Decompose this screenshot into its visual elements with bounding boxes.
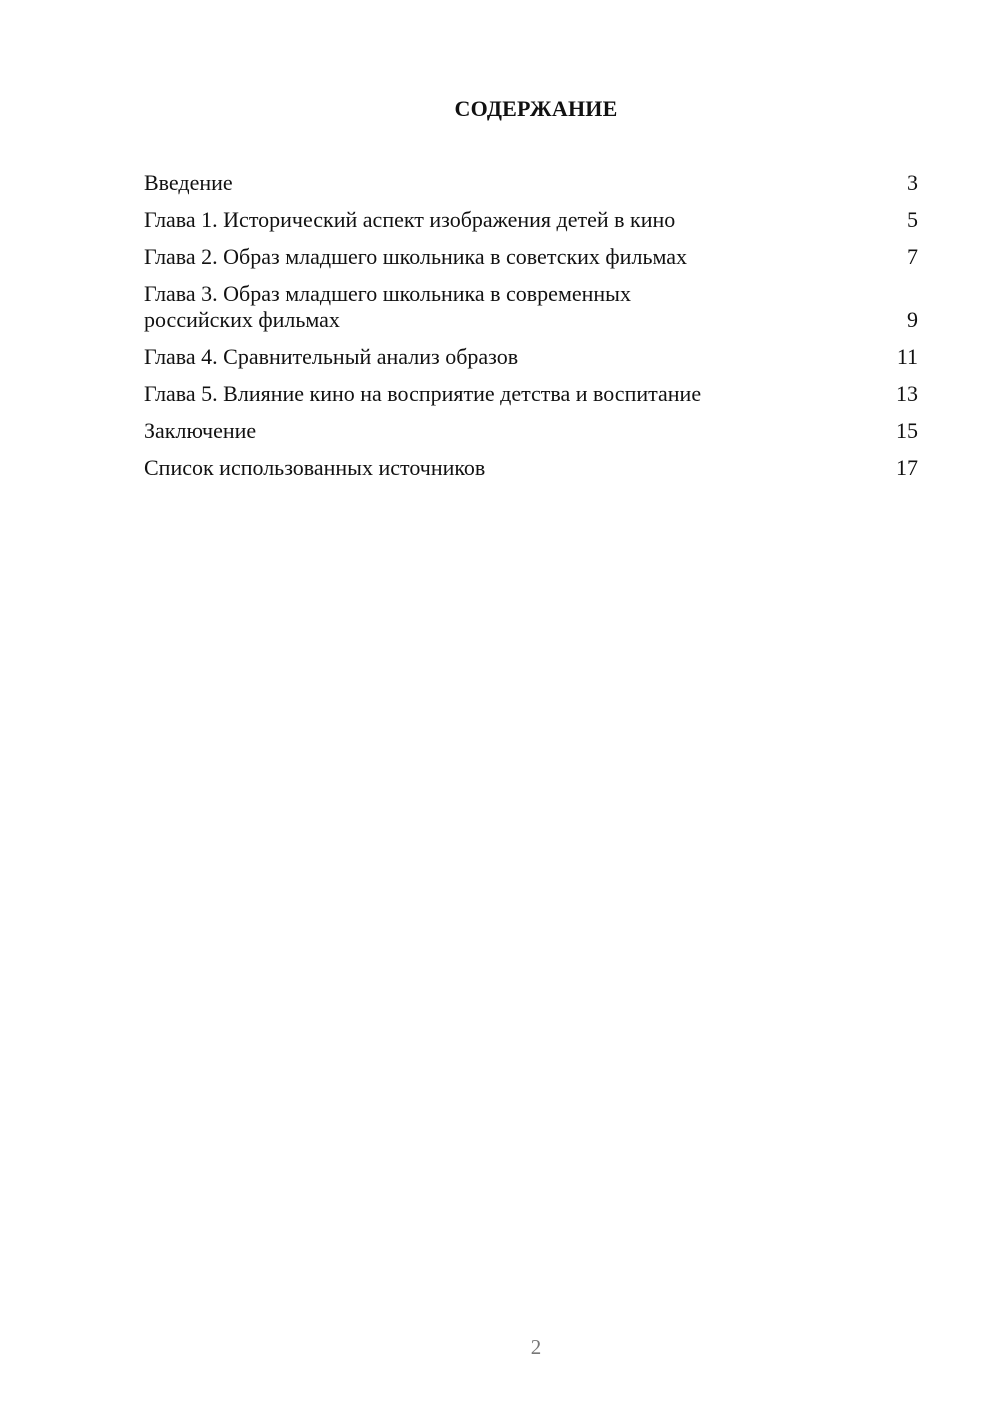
toc-entry-page: 7: [907, 244, 918, 269]
toc-entry-introduction: [144, 170, 918, 196]
toc-entry-page: 5: [907, 207, 918, 232]
toc-entry-label: Глава 4. Сравнительный анализ образов: [144, 344, 519, 369]
toc-entry-chapter-2: [144, 244, 918, 270]
toc-entry-page: 15: [896, 418, 918, 443]
toc-entry-chapter-1: [144, 207, 918, 233]
toc-entry-label: Заключение: [144, 418, 257, 443]
page-title: СОДЕРЖАНИЕ: [454, 96, 618, 121]
toc-entry-chapter-5: [144, 381, 918, 407]
toc-entry-label: Глава 3. Образ младшего школьника в современных российских фильмах: [144, 281, 631, 332]
toc-entry-chapter-4: [144, 344, 918, 370]
page-number: 2: [530, 1335, 542, 1359]
toc-entry-label: Глава 5. Влияние кино на восприятие детства и воспитание: [144, 381, 702, 406]
toc-entry-label: Список использованных источников: [144, 455, 486, 480]
toc-entry-conclusion: [144, 418, 918, 444]
toc-entry-references: [144, 455, 918, 481]
toc-entry-page: 3: [907, 170, 918, 195]
toc-entry-label: Глава 2. Образ младшего школьника в советских фильмах: [144, 244, 688, 269]
toc-entry-label: Глава 1. Исторический аспект изображения детей в кино: [144, 207, 676, 232]
toc-entry-chapter-3: [144, 281, 918, 333]
table-of-contents: [144, 170, 918, 492]
toc-entry-label: Введение: [144, 170, 233, 195]
toc-entry-page: 9: [907, 307, 918, 332]
toc-entry-page: 13: [896, 381, 918, 406]
toc-entry-page: 17: [896, 455, 918, 480]
toc-entry-page: 11: [896, 344, 918, 369]
